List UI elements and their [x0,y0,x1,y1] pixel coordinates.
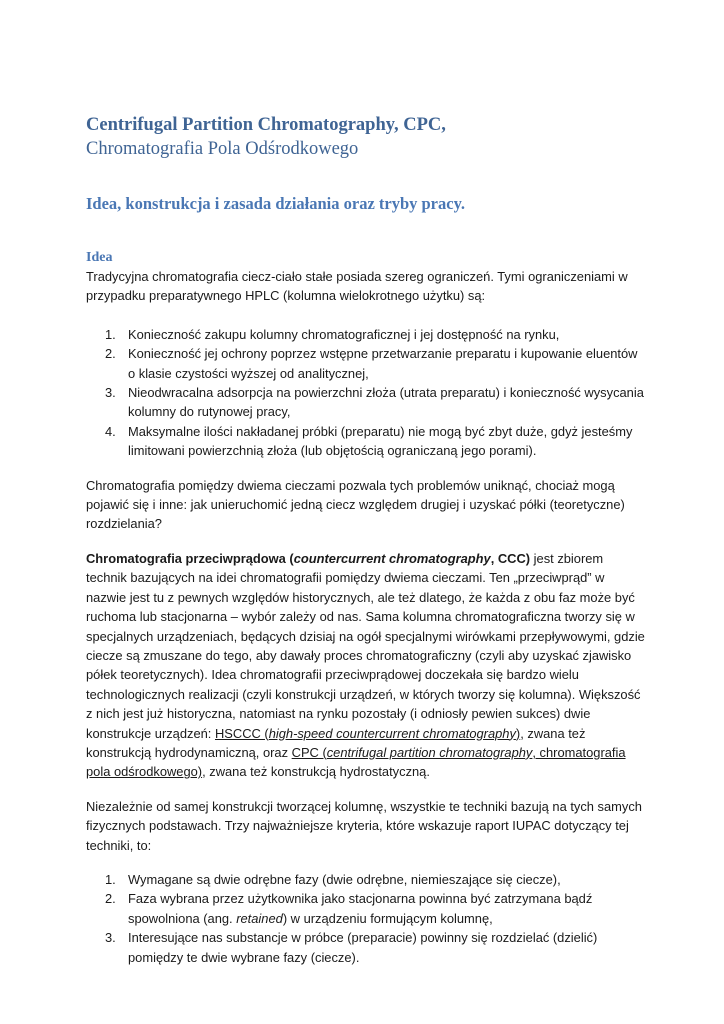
hsccc-link[interactable]: HSCCC (high-speed countercurrent chromatography) [214,725,521,741]
list-item: 3. Nieodwracalna adsorpcja na powierzchni złoża (utrata preparatu) i konieczność wysycania kolumny do rutynowej pracy, [105,385,644,420]
list-item: 2. Konieczność jej ochrony poprzez wstępne przetwarzanie preparatu i kupowanie eluentów o klasie czystości wyższej od analitycznej, [105,346,638,381]
subsection-heading-idea: Idea [86,250,113,265]
list-item: 4. Maksymalne ilości nakładanej próbki (preparatu) nie mogą być zbyt duże, gdyż jesteśmy limitowani powierzchnią złoża (lub objętością ograniczaną jego porami). [105,423,633,459]
list-item: 1. Wymagane są dwie odrębne fazy (dwie odrębne, niemieszające się ciecze), [105,871,561,887]
iupac-criteria-list [86,870,646,967]
paragraph-iupac: Niezależnie od samej konstrukcji tworzącej kolumnę, wszystkie te techniki bazują na tych samych fizycznych podstawach. Trzy najważniejsze kryteria, które wskazuje raport IUPAC dotyczący tej techniki, to: [86,798,642,853]
intro-paragraph: Tradycyjna chromatografia ciecz-ciało stałe posiada szereg ograniczeń. Tymi ograniczeniami w przypadku preparatywnego HPLC (kolumna wielokrotnego użytku) są: [86,269,628,304]
document-content [86,113,646,967]
paragraph-ccc: Chromatografia przeciwprądowa (countercurrent chromatography, CCC) jest zbiorem technik bazujących na idei chromatografii pomiędzy dwiema cieczami. Ten „przeciwprąd” w nazwie jest tu z pewnych względów historycznych, ale też dlatego, że każda z obu faz może być ruchoma lub stacjonarna – wybór zależy od nas. Sama kolumna chromatograficzna tworzy się w specjalnych urządzeniach, będących dzisiaj na ogół specjalnymi wirówkami przepływowymi, gdzie ciecze są zmuszane do tego, aby dawały proces chromatograficzny (czyli aby uzyskać zjawisko półek teoretycznych). Idea chromatografii przeciwprądowej doczekała się bardzo wielu technologicznych realizacji (czyli konstrukcji urządzeń, w których tworzy się kolumna). Większość z nich jest już historyczna, natomiast na rynku pozostały (i odniosły pewien sukces) dwie konstrukcje urządzeń: HSCCC (high-speed countercurrent chromatography), zwana też konstrukcją hydrodynamiczną, oraz CPC (centrifugal partition chromatography, chromatografia pola odśrodkowego), zwana też konstrukcją hydrostatyczną. [86,550,645,780]
cpc-link[interactable]: CPC (centrifugal partition chromatography, chromatografia pola odśrodkowego) [86,744,626,780]
list-item: 1. Konieczność zakupu kolumny chromatograficznej i jej dostępność na rynku, [105,326,560,342]
document-subtitle: Chromatografia Pola Odśrodkowego [86,139,359,159]
list-item: 2. Faza wybrana przez użytkownika jako stacjonarna powinna być zatrzymana bądź spowolniona (ang. retained) w urządzeniu formującym kolumnę, [105,891,593,926]
document-title: Centrifugal Partition Chromatography, CPC, [86,115,446,135]
paragraph-two-liquids: Chromatografia pomiędzy dwiema cieczami pozwala tych problemów uniknąć, chociaż mogą pojawić się i inne: jak unieruchomić jedną ciecz względem drugiej i uzyskać półki (teoretyczne) rozdzielania? [86,477,625,532]
section-heading: Idea, konstrukcja i zasada działania oraz tryby pracy. [86,194,466,213]
list-item: 3. Interesujące nas substancje w próbce (preparacie) powinny się rozdzielać (dzielić) pomiędzy te dwie wybrane fazy (ciecze). [105,930,598,965]
limitations-list [86,325,646,461]
